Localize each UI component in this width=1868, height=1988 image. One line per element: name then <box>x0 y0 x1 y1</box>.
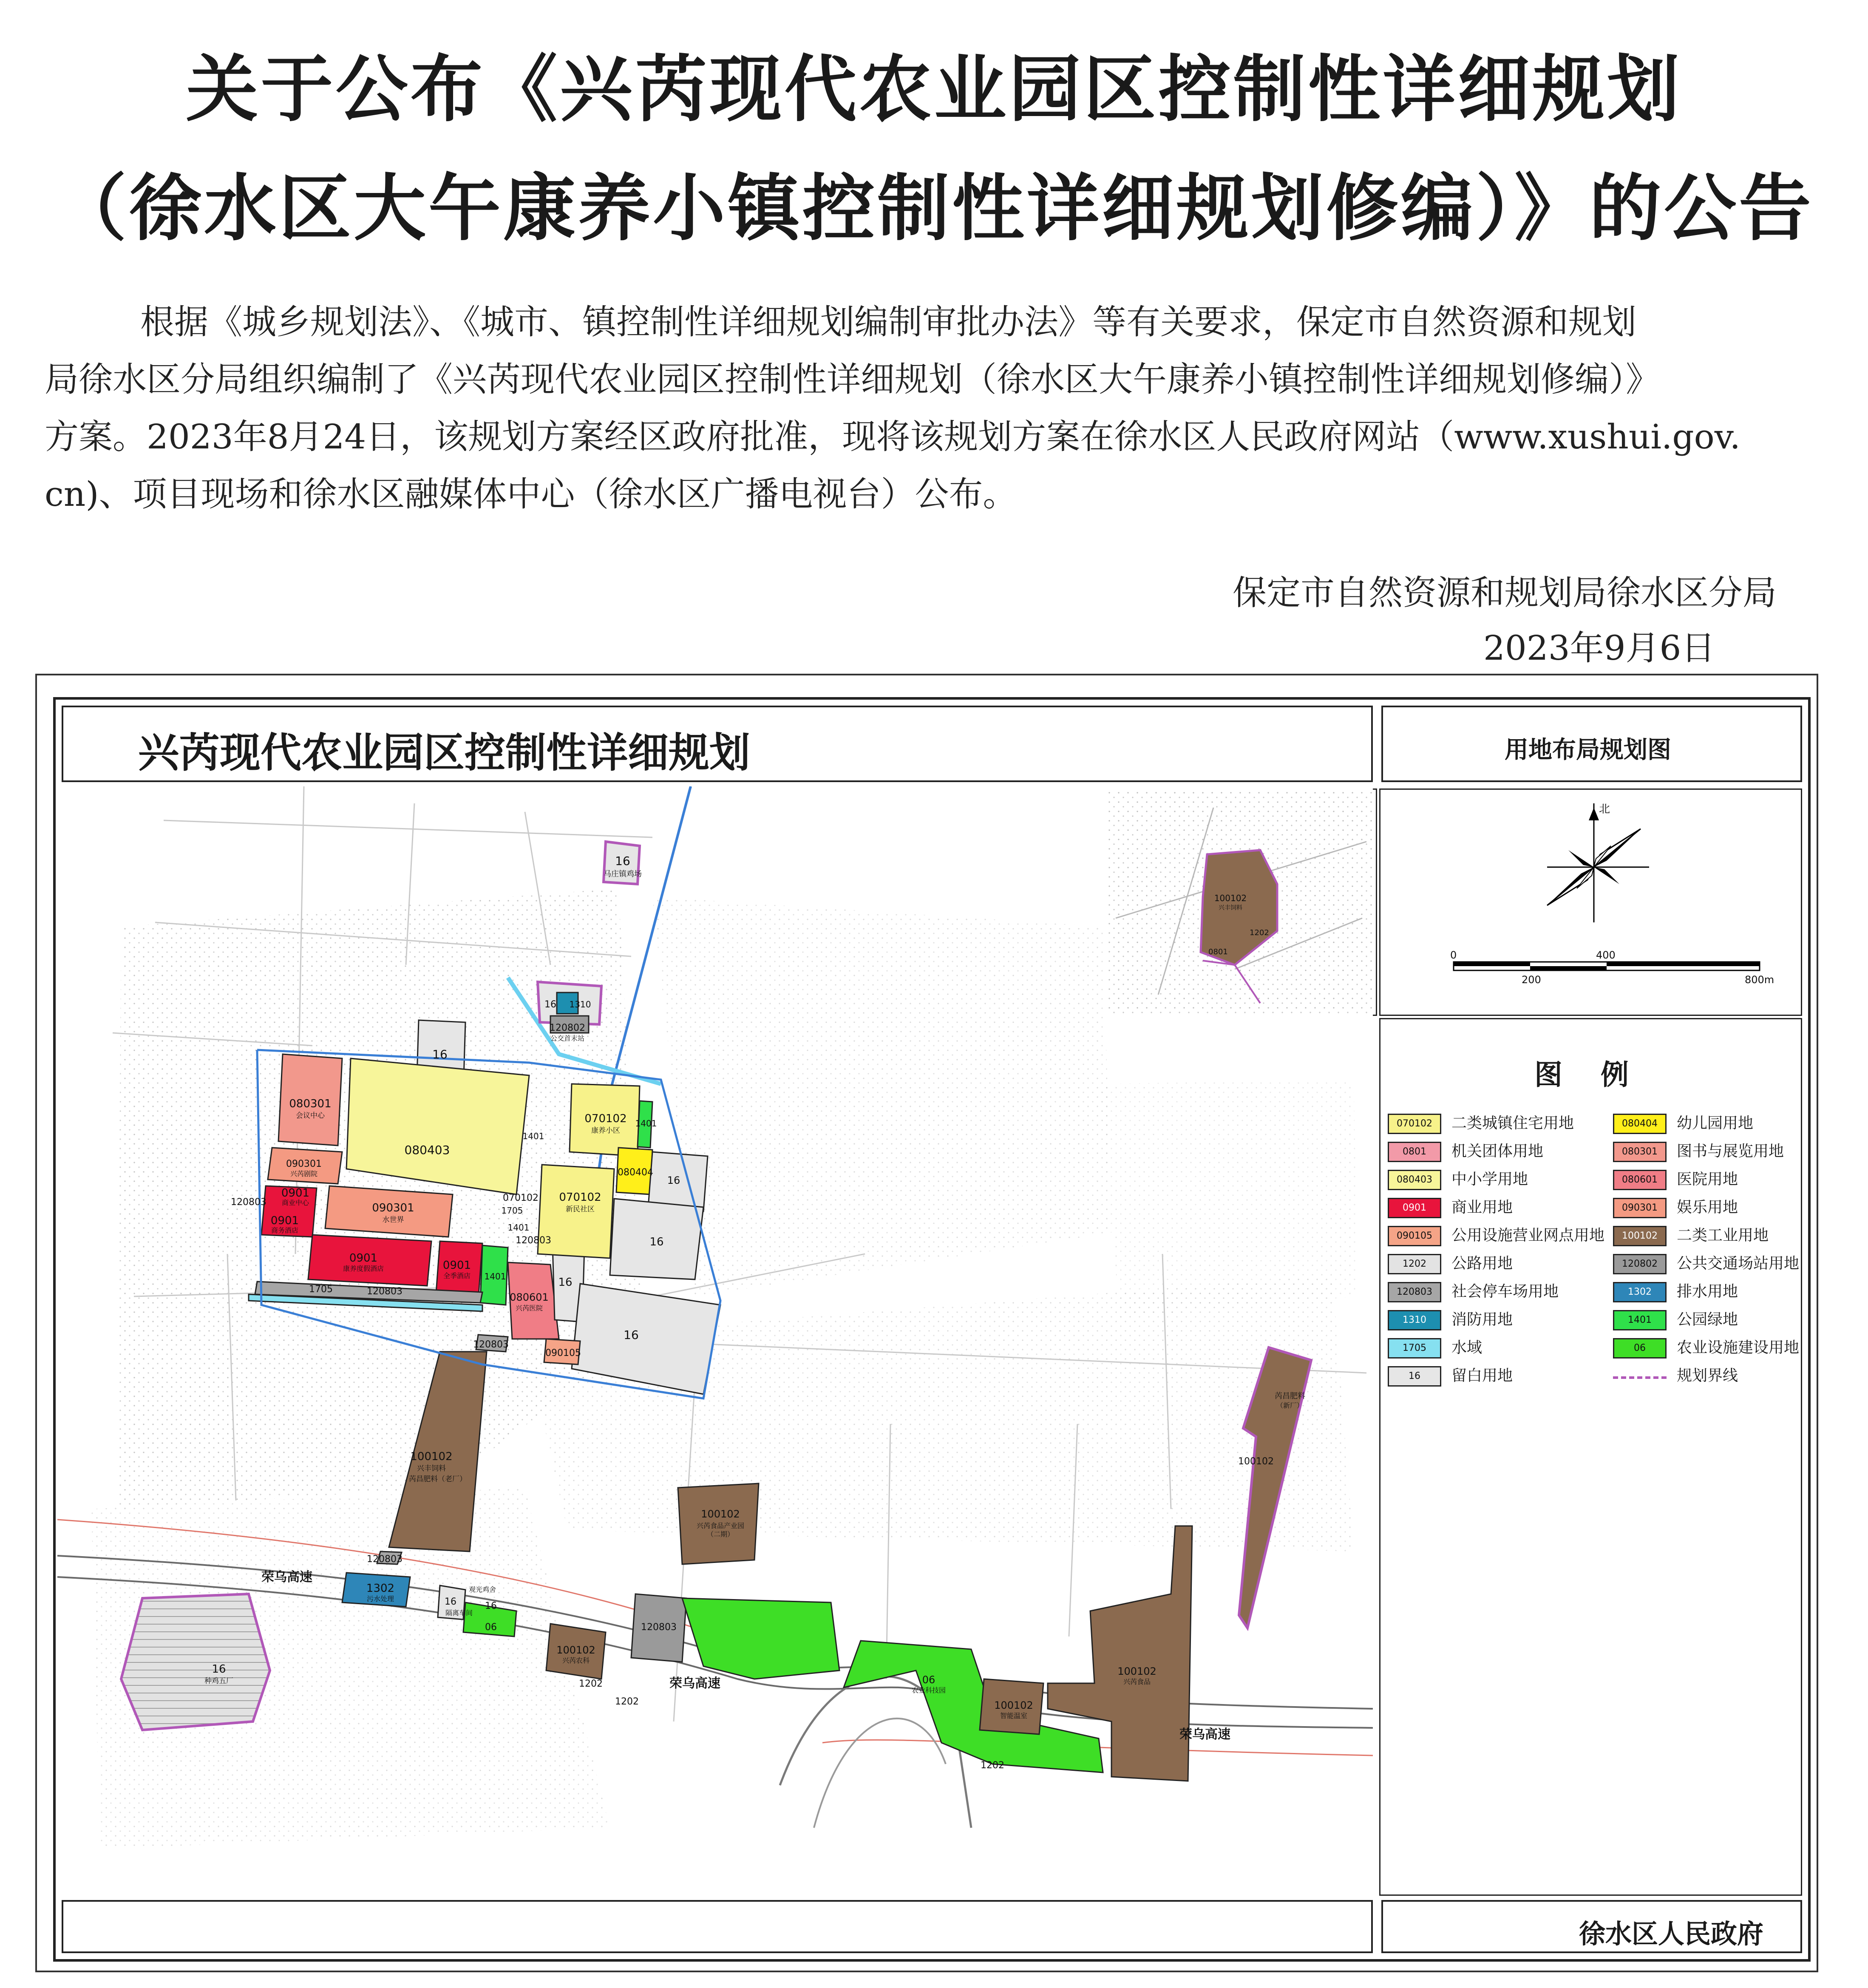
lbl-1302: 1302 <box>366 1582 395 1595</box>
lbl-16b: 16 <box>558 1276 573 1289</box>
lbl-070102a-name: 康养小区 <box>591 1126 620 1135</box>
lbl-0901a: 0901 <box>281 1187 310 1200</box>
lbl-16e: 16 <box>624 1328 639 1342</box>
inset-lbl-0801: 0801 <box>1208 947 1228 956</box>
lbl-100102e: 100102 <box>1117 1665 1157 1677</box>
lbl-1401d: 1401 <box>507 1222 530 1233</box>
legend-swatch: 080601 <box>1613 1170 1667 1190</box>
lbl-100102e-name: 兴芮食品 <box>1123 1678 1151 1686</box>
lbl-16f: 16 <box>212 1663 226 1676</box>
body-line-4: cn)、项目现场和徐水区融媒体中心（徐水区广播电视台）公布。 <box>45 474 1017 514</box>
legend-swatch: 080404 <box>1613 1114 1667 1134</box>
lbl-080301-name: 会议中心 <box>296 1112 325 1120</box>
lbl-1705b: 1705 <box>501 1205 523 1216</box>
scale-bar <box>1445 946 1777 997</box>
lbl-100102c: 100102 <box>701 1508 740 1520</box>
legend-swatch: 06 <box>1613 1338 1667 1358</box>
scale-tick-200: 200 <box>1522 974 1541 986</box>
lbl-080404: 080404 <box>618 1167 653 1178</box>
lbl-080601: 080601 <box>510 1291 549 1303</box>
legend-label: 社会停车场用地 <box>1451 1283 1559 1300</box>
lbl-070102b: 070102 <box>559 1191 601 1204</box>
legend-swatch: 1202 <box>1388 1254 1441 1274</box>
footer-left-box <box>62 1900 1373 1953</box>
legend-label: 规划界线 <box>1677 1367 1738 1384</box>
lbl-16c: 16 <box>667 1174 680 1186</box>
notice-title-line-1: 关于公布《兴芮现代农业园区控制性详细规划 <box>186 47 1682 132</box>
legend-swatch: 080403 <box>1388 1170 1441 1190</box>
legend-swatch: 1310 <box>1388 1310 1441 1330</box>
lbl-1202b: 1202 <box>615 1696 639 1707</box>
lbl-120802-name: 公交首末站 <box>550 1034 585 1042</box>
legend-swatch: 16 <box>1388 1366 1441 1387</box>
lbl-road1: 荣乌高速 <box>261 1570 312 1585</box>
lbl-100102d: 100102 <box>994 1699 1033 1711</box>
lbl-road3: 荣乌高速 <box>1179 1727 1230 1742</box>
lbl-1310: 1310 <box>569 999 591 1010</box>
legend-label: 幼儿园用地 <box>1677 1115 1754 1132</box>
plan-title: 兴芮现代农业园区控制性详细规划 <box>138 729 750 777</box>
legend-label: 公园绿地 <box>1677 1311 1738 1328</box>
signature-org: 保定市自然资源和规划局徐水区分局 <box>1233 573 1777 613</box>
lbl-16-top: 16 <box>615 854 630 868</box>
lbl-120802: 120802 <box>550 1023 585 1033</box>
lbl-120803a: 120803 <box>231 1197 266 1208</box>
lbl-06b-name: 农业科技园 <box>911 1686 946 1694</box>
lbl-100102b: 100102 <box>556 1644 595 1656</box>
lbl-120803f: 120803 <box>641 1622 677 1633</box>
lbl-080601-name: 兴芮医院 <box>515 1304 543 1312</box>
signature-date: 2023年9月6日 <box>1483 628 1715 668</box>
lbl-06a: 06 <box>485 1622 497 1633</box>
scale-tick-400: 400 <box>1596 949 1616 961</box>
lbl-070102b-name: 新民社区 <box>566 1205 595 1214</box>
legend-swatch: 090301 <box>1613 1198 1667 1218</box>
scale-tick-0: 0 <box>1450 949 1457 961</box>
legend-label: 公用设施营业网点用地 <box>1451 1227 1605 1244</box>
lbl-090301b-name: 水世界 <box>382 1216 404 1224</box>
legend-label: 公共交通场站用地 <box>1677 1255 1800 1272</box>
legend-label: 二类工业用地 <box>1677 1227 1769 1244</box>
lbl-100102c-name2: （二期） <box>706 1530 734 1538</box>
legend-swatch: 100102 <box>1613 1226 1667 1246</box>
lbl-090301a: 090301 <box>286 1159 322 1169</box>
legend-label: 二类城镇住宅用地 <box>1451 1115 1574 1132</box>
legend-label: 医院用地 <box>1677 1171 1738 1188</box>
legend-swatch <box>1613 1366 1667 1379</box>
inset-map <box>1107 791 1375 1014</box>
body-line-1: 根据《城乡规划法》、《城市、镇控制性详细规划编制审批办法》等有关要求，保定市自然资源和规划 <box>140 302 1636 342</box>
lbl-1202c: 1202 <box>981 1760 1004 1771</box>
lbl-100102f-name2: （新厂） <box>1276 1401 1304 1409</box>
lbl-0901c: 0901 <box>349 1252 378 1265</box>
lbl-100102a-name2: 芮昌肥料（老厂） <box>409 1475 467 1483</box>
lbl-16f-name: 种鸡五厂 <box>204 1677 233 1685</box>
lbl-06b: 06 <box>922 1674 935 1686</box>
lbl-1401c: 1401 <box>635 1118 657 1129</box>
north-arrow-icon <box>1526 795 1662 935</box>
lbl-16g: 16 <box>445 1597 456 1607</box>
legend-swatch: 1401 <box>1613 1310 1667 1330</box>
legend-label: 留白用地 <box>1451 1367 1513 1384</box>
lbl-090301b: 090301 <box>372 1202 414 1214</box>
lbl-16-top-name: 马庄镇鸡场 <box>604 870 642 879</box>
lbl-road2: 荣乌高速 <box>669 1676 720 1691</box>
legend-label: 中小学用地 <box>1451 1171 1528 1188</box>
lbl-1401a: 1401 <box>484 1271 506 1282</box>
issuer: 徐水区人民政府 <box>1579 1918 1764 1949</box>
legend-swatch: 120802 <box>1613 1254 1667 1274</box>
legend-swatch: 090105 <box>1388 1226 1441 1246</box>
legend-swatch: 0901 <box>1388 1198 1441 1218</box>
legend-label: 图书与展览用地 <box>1677 1143 1784 1160</box>
legend-swatch: 070102 <box>1388 1114 1441 1134</box>
legend-swatch: 1302 <box>1613 1282 1667 1302</box>
lbl-100102c-name: 兴芮食品产业园 <box>696 1522 745 1530</box>
inset-lbl-100102-name: 兴丰饲料 <box>1219 905 1242 911</box>
lbl-1401b: 1401 <box>522 1131 544 1141</box>
north-label: 北 <box>1599 803 1610 816</box>
lbl-0901d-name: 全季酒店 <box>443 1272 471 1280</box>
lbl-0901c-name: 康养度假酒店 <box>343 1265 384 1273</box>
lbl-16h: 16 <box>485 1601 497 1611</box>
lbl-16d: 16 <box>649 1236 664 1248</box>
lbl-16g-name2: 观光鸡舍 <box>468 1585 496 1594</box>
lbl-100102a-name: 兴丰饲料 <box>417 1464 446 1473</box>
lbl-16-pub: 16 <box>544 999 556 1010</box>
lbl-0901b: 0901 <box>270 1214 299 1227</box>
legend-swatch: 080301 <box>1613 1142 1667 1162</box>
legend-swatch: 120803 <box>1388 1282 1441 1302</box>
legend-label: 农业设施建设用地 <box>1677 1339 1800 1356</box>
lbl-120803e: 120803 <box>367 1554 403 1565</box>
lbl-120803c: 120803 <box>516 1235 551 1246</box>
legend-label: 水域 <box>1451 1339 1482 1356</box>
lbl-1302-name: 污水处理 <box>366 1595 394 1603</box>
legend-label: 消防用地 <box>1451 1311 1513 1328</box>
inset-lbl-1202: 1202 <box>1250 928 1269 937</box>
legend-label: 排水用地 <box>1677 1283 1738 1300</box>
inset-lbl-100102: 100102 <box>1214 893 1247 903</box>
body-line-3: 方案。2023年8月24日，该规划方案经区政府批准，现将该规划方案在徐水区人民政府网站（www.xushui.gov. <box>45 417 1740 457</box>
lbl-1202a: 1202 <box>579 1679 603 1689</box>
lbl-100102b-name: 兴芮农科 <box>562 1656 590 1665</box>
body-line-2: 局徐水区分局组织编制了《兴芮现代农业园区控制性详细规划（徐水区大午康养小镇控制性详细规划修编）》 <box>45 360 1660 399</box>
notice-title-line-2: （徐水区大午康养小镇控制性详细规划修编）》的公告 <box>54 166 1814 251</box>
lbl-0901b-name: 商务酒店 <box>271 1226 299 1234</box>
lbl-16g-name: 隔离车间 <box>445 1609 473 1617</box>
drawing-name: 用地布局规划图 <box>1505 736 1671 764</box>
lbl-0901a-name: 商业中心 <box>281 1199 309 1207</box>
lbl-100102a: 100102 <box>410 1450 453 1463</box>
legend-label: 娱乐用地 <box>1677 1199 1738 1216</box>
legend-label: 公路用地 <box>1451 1255 1513 1272</box>
lbl-1705: 1705 <box>309 1284 333 1295</box>
lbl-070102a: 070102 <box>584 1112 627 1125</box>
lbl-090105: 090105 <box>545 1348 581 1358</box>
legend-swatch: 0801 <box>1388 1142 1441 1162</box>
lbl-16a: 16 <box>432 1047 448 1061</box>
lbl-100102f: 100102 <box>1238 1456 1274 1467</box>
lbl-120803d: 120803 <box>473 1339 509 1350</box>
lbl-100102d-name: 智能温室 <box>1000 1712 1028 1720</box>
lbl-080403: 080403 <box>404 1143 450 1157</box>
scale-tick-800: 800m <box>1745 974 1774 986</box>
lbl-090301a-name: 兴芮剧院 <box>290 1170 318 1178</box>
lbl-120803b: 120803 <box>367 1286 403 1297</box>
lbl-080301: 080301 <box>289 1098 332 1110</box>
lbl-070102c: 070102 <box>503 1193 539 1203</box>
legend-label: 商业用地 <box>1451 1199 1513 1216</box>
legend-swatch: 1705 <box>1388 1338 1441 1358</box>
lbl-0901d: 0901 <box>442 1259 471 1272</box>
legend-label: 机关团体用地 <box>1451 1143 1544 1160</box>
legend-heading: 图例 <box>1534 1058 1667 1091</box>
lbl-100102f-name: 芮昌肥料 <box>1275 1392 1305 1401</box>
